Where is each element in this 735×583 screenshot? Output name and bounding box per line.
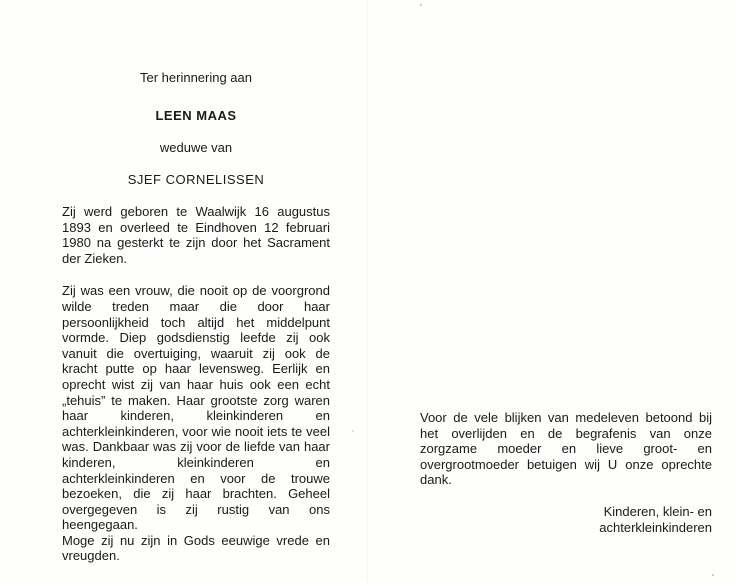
- life-paragraph: Zij was een vrouw, die nooit op de voorgrond wilde treden maar die door haar persoonlijkheid toch altijd het middelpunt vormde. Diep godsdienstig leefde zij ook vanuit die overtuiging, waaruit zij ook de kracht putte op haar levensweg. Eerlijk en oprecht wist zij van haar huis ook een echt „tehuis” te maken. Haar grootste zorg waren haar kinderen, kleinkinderen en achterkleinkinderen, voor wie nooit iets te veel was. Dankbaar was zij voor de liefde van haar kinderen, kleinkinderen en achterkleinkinderen en voor de trouwe bezoeken, die zij haar brachten. Geheel overgegeven is zij rustig van ons heengegaan.: [62, 283, 330, 533]
- deceased-name: LEEN MAAS: [155, 108, 237, 123]
- spouse-name: SJEF CORNELISSEN: [127, 172, 265, 187]
- thanks-paragraph: Voor de vele blijken van medeleven betoond bij het overlijden en de begrafenis van onze zorgzame moeder en lieve groot- en overgrootmoeder betuigen wij U onze oprechte dank.: [420, 410, 712, 488]
- paper-speck: [420, 4, 422, 6]
- birth-death-paragraph: Zij werd geboren te Waalwijk 16 augustus 1893 en overleed te Eindhoven 12 februari 1980 na gesterkt te zijn door het Sacrament der Zieken.: [62, 204, 330, 266]
- left-panel: [62, 70, 330, 564]
- paper-speck: [352, 430, 354, 432]
- signature-line: achterkleinkinderen: [599, 519, 712, 535]
- intro-line: Ter herinnering aan: [139, 70, 253, 85]
- prayer-paragraph: Moge zij nu zijn in Gods eeuwige vrede en vreugden.: [62, 532, 330, 564]
- signature: [420, 504, 712, 535]
- paper-speck: [712, 574, 714, 576]
- card-fold: [367, 0, 368, 583]
- signature-line: Kinderen, klein- en: [603, 503, 712, 519]
- relation-line: weduwe van: [159, 140, 233, 155]
- right-panel: [420, 410, 712, 535]
